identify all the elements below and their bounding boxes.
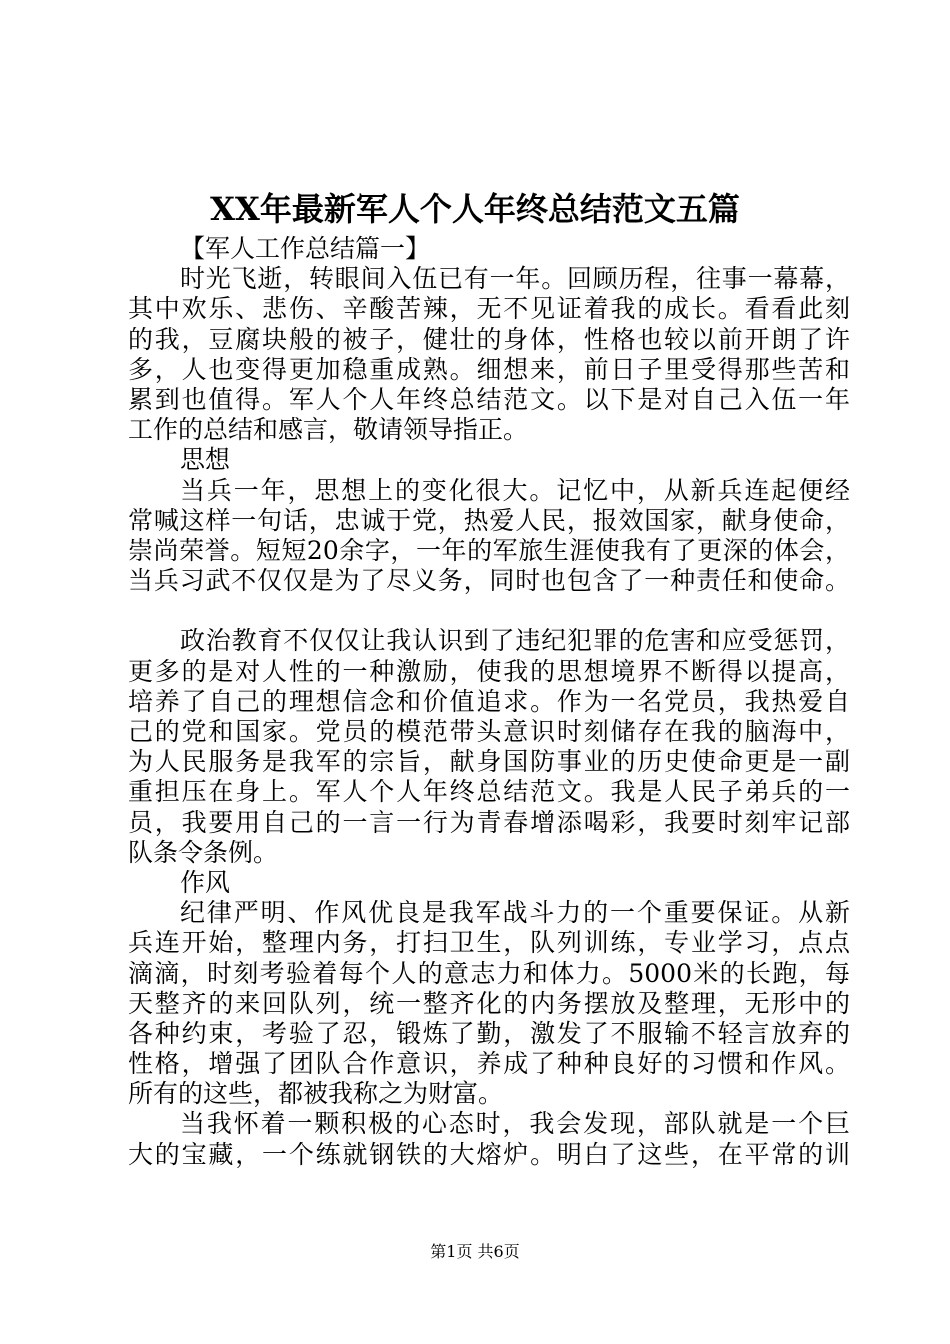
text-line: 培养了自己的理想信念和价值追求。作为一名党员，我热爱自: [128, 686, 850, 716]
text-line: 性格，增强了团队合作意识，养成了种种良好的习惯和作风。: [128, 1049, 850, 1079]
page-number-footer: 第1页 共6页: [430, 1242, 520, 1261]
document-title: XX年最新军人个人年终总结范文五篇: [210, 190, 740, 228]
text-line: 其中欢乐、悲伤、辛酸苦辣，无不见证着我的成长。看看此刻: [128, 294, 850, 324]
text-line: 各种约束，考验了忍，锻炼了勤，激发了不服输不轻言放弃的: [128, 1018, 850, 1048]
text-line: 当兵习武不仅仅是为了尽义务，同时也包含了一种责任和使命。: [128, 566, 850, 596]
text-line: 常喊这样一句话，忠诚于党，热爱人民，报效国家，献身使命，: [128, 505, 850, 535]
text-line: 队条令条例。: [128, 837, 279, 867]
text-line: 崇尚荣誉。短短20余字，一年的军旅生涯使我有了更深的体会，: [128, 535, 850, 565]
text-line: 己的党和国家。党员的模范带头意识时刻储存在我的脑海中，: [128, 717, 850, 746]
text-line: 政治教育不仅仅让我认识到了违纪犯罪的危害和应受惩罚，: [180, 626, 850, 656]
text-line: 更多的是对人性的一种激励，使我的思想境界不断得以提高，: [128, 656, 850, 686]
text-line: 滴滴，时刻考验着每个人的意志力和体力。5000米的长跑，每: [128, 958, 850, 988]
text-line: 累到也值得。军人个人年终总结范文。以下是对自己入伍一年: [128, 384, 850, 414]
text-line: 所有的这些，都被我称之为财富。: [128, 1079, 504, 1109]
text-line: 多，人也变得更加稳重成熟。细想来，前日子里受得那些苦和: [128, 354, 850, 384]
section-heading: 【军人工作总结篇一】: [180, 234, 431, 263]
text-line: 为人民服务是我军的宗旨，献身国防事业的历史使命更是一副: [128, 747, 850, 777]
document-body: [128, 234, 850, 1170]
text-line: 纪律严明、作风优良是我军战斗力的一个重要保证。从新: [180, 898, 850, 928]
text-line: 时光飞逝，转眼间入伍已有一年。回顾历程，往事一幕幕，: [180, 264, 850, 294]
text-line: 重担压在身上。军人个人年终总结范文。我是人民子弟兵的一: [128, 777, 850, 807]
text-line: 工作的总结和感言，敬请领导指正。: [128, 415, 529, 445]
blank-line: [128, 596, 850, 626]
text-line: 兵连开始，整理内务，打扫卫生，队列训练，专业学习，点点: [128, 928, 850, 958]
section-heading: 作风: [180, 867, 231, 897]
text-line: 当我怀着一颗积极的心态时，我会发现，部队就是一个巨: [180, 1109, 850, 1139]
text-line: 天整齐的来回队列，统一整齐化的内务摆放及整理，无形中的: [128, 988, 850, 1018]
text-line: 的我，豆腐块般的被子，健壮的身体，性格也较以前开朗了许: [128, 324, 850, 354]
text-line: 当兵一年，思想上的变化很大。记忆中，从新兵连起便经: [180, 475, 850, 505]
text-line: 员，我要用自己的一言一行为青春增添喝彩，我要时刻牢记部: [128, 807, 850, 837]
section-heading: 思想: [180, 445, 231, 475]
text-line: 大的宝藏，一个练就钢铁的大熔炉。明白了这些，在平常的训: [128, 1139, 850, 1169]
